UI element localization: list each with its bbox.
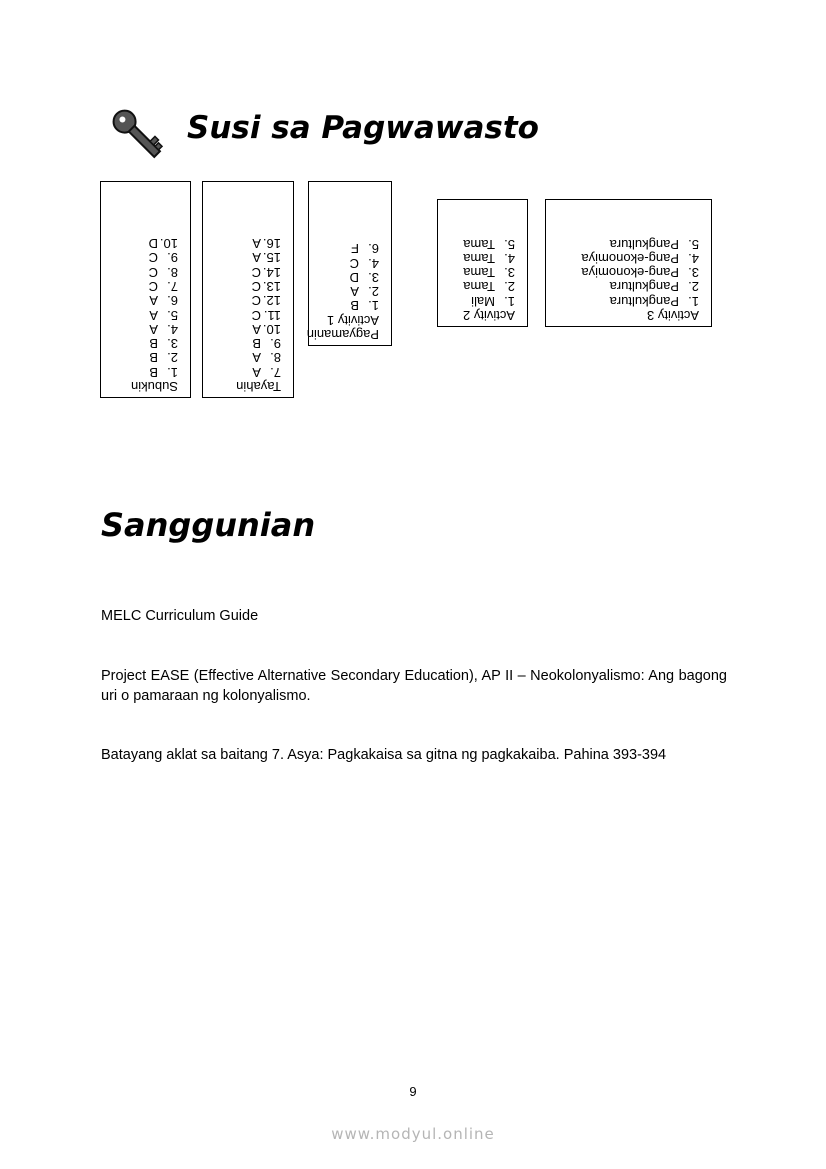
answer-key-tayahin	[202, 181, 294, 398]
item-number: 10.	[159, 236, 178, 252]
page-number: 9	[409, 1084, 417, 1099]
answer-key-item	[446, 293, 515, 307]
item-number: 14.	[262, 264, 281, 280]
answer-key-item	[317, 270, 379, 284]
answer-key-item	[554, 265, 699, 279]
reference-item: Batayang aklat sa baitang 7. Asya: Pagkakaisa sa gitna ng pagkakaiba. Pahina 393-394	[101, 747, 667, 763]
item-number: 16.	[262, 236, 281, 252]
item-number: 2.	[368, 284, 379, 300]
item-number: 1.	[167, 364, 178, 380]
answer-key-item	[109, 350, 178, 364]
reference-item: Project EASE (Effective Alternative Secondary Education), AP II – Neokolonyalismo: Ang bagong uri o pamaraan ng kolonyalismo.	[101, 668, 727, 704]
answer-key-item	[446, 251, 515, 265]
item-number: 3.	[167, 336, 178, 352]
answer-key-pagyamanin	[308, 181, 392, 346]
item-answer: C	[251, 278, 261, 294]
answer-key-heading: Pagyamanin	[306, 327, 379, 342]
item-number: 4.	[368, 255, 379, 271]
answer-key-item	[317, 241, 379, 255]
answer-key-item	[211, 236, 281, 250]
answer-key-item	[211, 350, 281, 364]
item-answer: C	[148, 264, 158, 280]
answer-key-item	[211, 307, 281, 321]
item-answer: Pangkultura	[609, 279, 679, 295]
item-number: 10.	[262, 321, 281, 337]
item-answer: A	[252, 350, 261, 366]
item-number: 7.	[270, 364, 281, 380]
item-number: 15.	[262, 250, 281, 266]
item-number: 4.	[167, 321, 178, 337]
answer-key-item	[109, 293, 178, 307]
item-answer: Pang-ekonomiya	[581, 265, 679, 281]
item-answer: A	[149, 307, 158, 323]
page-title: Susi sa Pagwawasto	[187, 110, 539, 146]
answer-key-item	[109, 307, 178, 321]
item-answer: Mali	[471, 293, 495, 309]
item-number: 3.	[688, 265, 699, 281]
item-answer: B	[149, 336, 158, 352]
answer-key-heading: Activity 2	[462, 308, 515, 323]
watermark: www.modyul.online	[331, 1125, 495, 1143]
item-answer: A	[350, 284, 359, 300]
answer-key-item	[446, 279, 515, 293]
item-answer: A	[252, 236, 261, 252]
item-answer: D	[148, 236, 158, 252]
answer-key-item	[211, 279, 281, 293]
references-title: Sanggunian	[101, 506, 316, 544]
item-answer: Tama	[463, 265, 495, 281]
item-answer: C	[251, 307, 261, 323]
answer-key-item	[211, 264, 281, 278]
item-answer: A	[252, 364, 261, 380]
answer-key-item	[317, 284, 379, 298]
item-number: 6.	[368, 241, 379, 257]
item-number: 1.	[504, 293, 515, 309]
item-answer: Pangkultura	[609, 293, 679, 309]
answer-key-heading: Activity 1	[326, 312, 379, 328]
item-number: 9.	[167, 250, 178, 266]
item-answer: Tama	[463, 279, 495, 295]
reference-item: MELC Curriculum Guide	[101, 608, 259, 624]
item-answer: A	[149, 293, 158, 309]
answer-key-activity-2	[437, 199, 528, 327]
item-answer: Pangkultura	[609, 236, 679, 252]
answer-key-item	[109, 364, 178, 378]
answer-key-item	[446, 236, 515, 250]
answer-key-item	[446, 265, 515, 279]
item-number: 8.	[270, 350, 281, 366]
item-number: 2.	[688, 279, 699, 295]
item-answer: F	[351, 241, 359, 257]
item-number: 13.	[262, 278, 281, 294]
item-answer: C	[148, 278, 158, 294]
answer-key-item	[109, 322, 178, 336]
item-answer: A	[252, 321, 261, 337]
item-number: 3.	[504, 265, 515, 281]
answer-key-item	[211, 293, 281, 307]
item-number: 2.	[504, 279, 515, 295]
item-number: 3.	[368, 269, 379, 285]
item-number: 1.	[368, 298, 379, 314]
answer-key-item	[109, 236, 178, 250]
item-answer: A	[149, 321, 158, 337]
answer-key-heading: Subukin	[131, 379, 178, 394]
answer-key-item	[554, 293, 699, 307]
item-answer: B	[252, 336, 261, 352]
item-number: 4.	[688, 250, 699, 266]
item-answer: Pang-ekonomiya	[581, 250, 679, 266]
item-number: 1.	[688, 293, 699, 309]
answer-key-item	[109, 264, 178, 278]
answer-key-item	[109, 250, 178, 264]
answer-key-item	[554, 251, 699, 265]
item-number: 8.	[167, 264, 178, 280]
item-number: 5.	[167, 307, 178, 323]
item-number: 11.	[263, 307, 281, 323]
answer-key-subukin	[100, 181, 191, 398]
answer-key-item	[317, 298, 379, 312]
item-answer: C	[251, 264, 261, 280]
item-answer: D	[349, 269, 359, 285]
answer-key-item	[554, 236, 699, 250]
item-answer: C	[148, 250, 158, 266]
item-number: 2.	[167, 350, 178, 366]
item-number: 5.	[504, 236, 515, 252]
answer-key-item	[211, 250, 281, 264]
answer-key-activity-3	[545, 199, 712, 327]
answer-key-item	[211, 322, 281, 336]
item-answer: B	[149, 364, 158, 380]
item-number: 4.	[504, 250, 515, 266]
answer-key-item	[109, 279, 178, 293]
answer-key-item	[109, 336, 178, 350]
answer-key-item	[211, 364, 281, 378]
key-icon	[108, 104, 168, 166]
item-answer: Tama	[463, 250, 495, 266]
item-number: 7.	[167, 278, 178, 294]
item-number: 6.	[167, 293, 178, 309]
item-number: 12.	[262, 293, 281, 309]
item-answer: A	[252, 250, 261, 266]
item-answer: Tama	[463, 236, 495, 252]
item-answer: B	[350, 298, 359, 314]
item-number: 5.	[688, 236, 699, 252]
answer-key-item	[554, 279, 699, 293]
answer-key-item	[211, 336, 281, 350]
item-answer: C	[349, 255, 359, 271]
answer-key-item	[317, 255, 379, 269]
answer-key-heading: Tayahin	[236, 379, 281, 394]
item-answer: C	[251, 293, 261, 309]
item-number: 9.	[270, 336, 281, 352]
item-answer: B	[149, 350, 158, 366]
answer-key-heading: Activity 3	[646, 308, 699, 323]
